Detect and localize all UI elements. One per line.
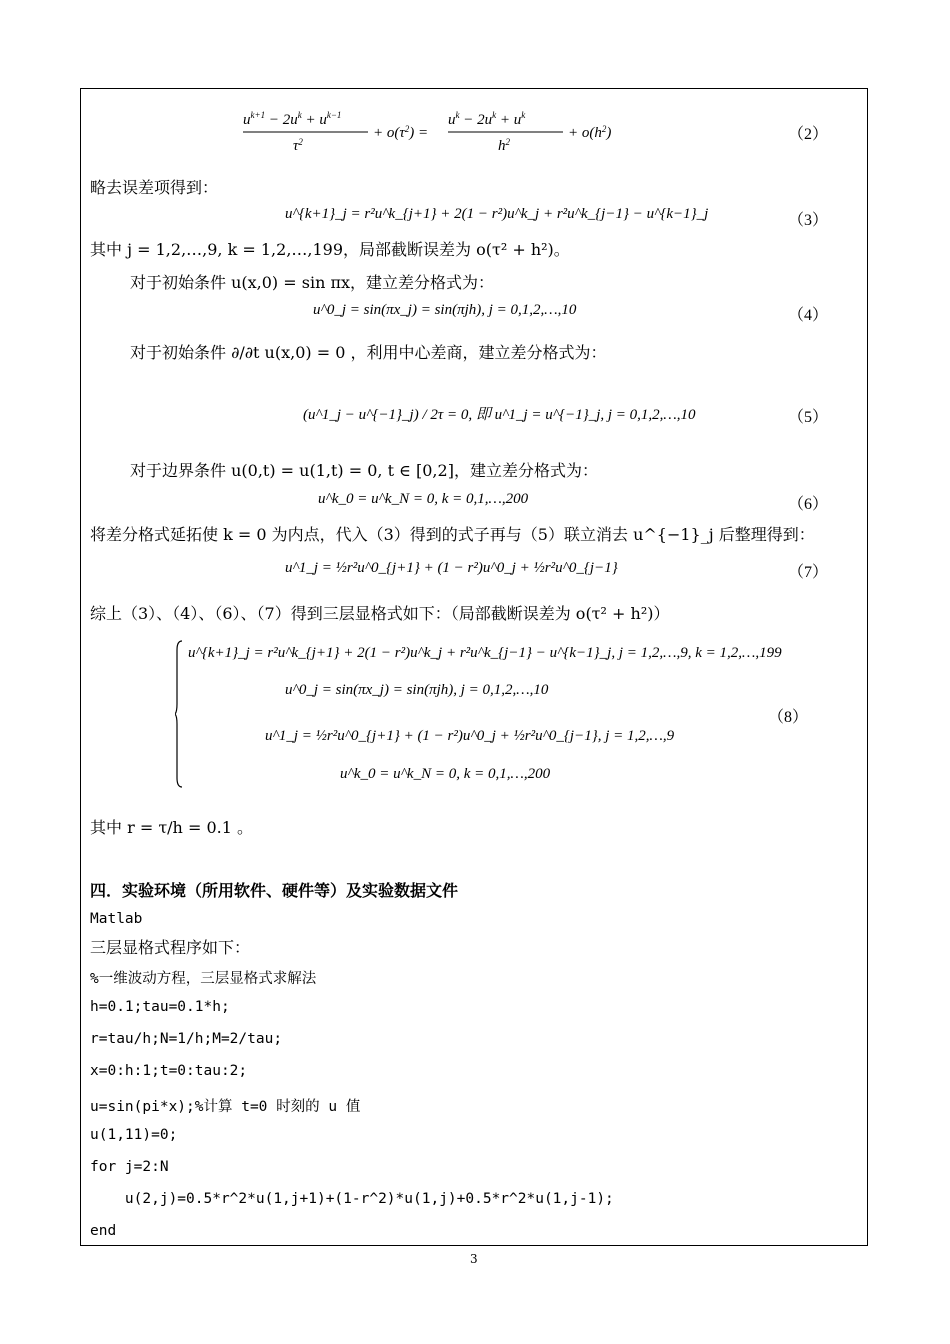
code-line: x=0:h:1;t=0:tau:2; [90,1063,248,1079]
boundary-condition-text: 对于边界条件 u(0,t) = u(1,t) = 0, t ∈ [0,2]，建立差分格式为： [130,461,598,480]
equation-2-number: （2） [788,126,829,143]
initial-condition-1-text: 对于初始条件 u(x,0) = sin πx，建立差分格式为： [130,273,495,292]
extend-text: 将差分格式延拓使 k = 0 为内点，代入（3）得到的式子再与（5）联立消去 u^{−1}_j 后整理得到： [90,525,815,544]
equation-7: u^1_j = ½r²u^0_{j+1} + (1 − r²)u^0_j + ½r²u^0_{j−1} [285,560,618,576]
equation-8-line-2: u^0_j = sin(πx_j) = sin(πjh), j = 0,1,2,…,10 [285,682,549,698]
software-name: Matlab [90,911,143,927]
where-jk-text: 其中 j = 1,2,…,9, k = 1,2,…,199，局部截断误差为 o(τ² + h²)。 [90,240,570,259]
equation-6-number: （6） [788,496,829,513]
where-r-text: 其中 r = τ/h = 0.1 。 [90,818,253,837]
initial-condition-2-text: 对于初始条件 ∂/∂t u(x,0) = 0 ，利用中心差商，建立差分格式为： [130,343,607,362]
page-number: 3 [470,1252,478,1266]
equation-3-number: （3） [788,212,829,229]
svg-text:uk − 2uk + uk: $u^k - 2u^k + u^k$ [448,110,526,128]
code-line: u(2,j)=0.5*r^2*u(1,j+1)+(1-r^2)*u(1,j)+0.5*r^2*u(1,j-1); [90,1191,614,1207]
equation-2-graphic [243,108,643,154]
equation-8-line-4: u^k_0 = u^k_N = 0, k = 0,1,…,200 [340,766,551,782]
left-brace-icon [175,640,183,788]
code-line: for j=2:N [90,1159,169,1175]
code-line: r=tau/h;N=1/h;M=2/tau; [90,1031,283,1047]
svg-text:+ o(h2): + $o(h^2)$ [568,124,612,141]
equation-4: u^0_j = sin(πx_j) = sin(πjh), j = 0,1,2,…,10 [313,302,577,318]
equation-8-number: （8） [768,709,809,726]
code-line: u=sin(pi*x);%计算 t=0 时刻的 u 值 [90,1099,361,1115]
code-line: end [90,1223,117,1239]
program-intro: 三层显格式程序如下： [90,938,251,957]
svg-text:τ2: $\tau^2$ [293,137,303,154]
equation-6: u^k_0 = u^k_N = 0, k = 0,1,…,200 [318,491,529,507]
equation-2 [243,108,643,159]
summary-text: 综上（3）、（4）、（6）、（7）得到三层显格式如下：（局部截断误差为 o(τ² + h²)） [90,604,670,623]
svg-text:uk+1 − 2uk + uk−1: $u^{k+1} - 2u^k + u^{k-1}$ [243,110,342,128]
equation-8-line-3: u^1_j = ½r²u^0_{j+1} + (1 − r²)u^0_j + ½r²u^0_{j−1}, j = 1,2,…,9 [265,728,675,744]
code-line: %一维波动方程，三层显格式求解法 [90,971,317,987]
equation-5-number: （5） [788,409,829,426]
equation-3: u^{k+1}_j = r²u^k_{j+1} + 2(1 − r²)u^k_j + r²u^k_{j−1} − u^{k−1}_j [285,206,709,222]
svg-text:+ o(τ2) =: + $o(\tau^2)$ = [373,124,429,141]
svg-text:h2: $h^2$ [498,137,510,154]
equation-7-number: （7） [788,564,829,581]
equation-5: (u^1_j − u^{−1}_j) / 2τ = 0, 即 u^1_j = u^{−1}_j, j = 0,1,2,…,10 [303,407,696,423]
section-4-heading: 四．实验环境（所用软件、硬件等）及实验数据文件 [90,881,459,900]
equation-4-number: （4） [788,307,829,324]
code-line: h=0.1;tau=0.1*h; [90,999,230,1015]
drop-error-text: 略去误差项得到： [90,178,219,197]
code-line: u(1,11)=0; [90,1127,178,1143]
equation-8-line-1: u^{k+1}_j = r²u^k_{j+1} + 2(1 − r²)u^k_j + r²u^k_{j−1} − u^{k−1}_j, j = 1,2,…,9, k = 1,2,…,199 [188,645,782,661]
